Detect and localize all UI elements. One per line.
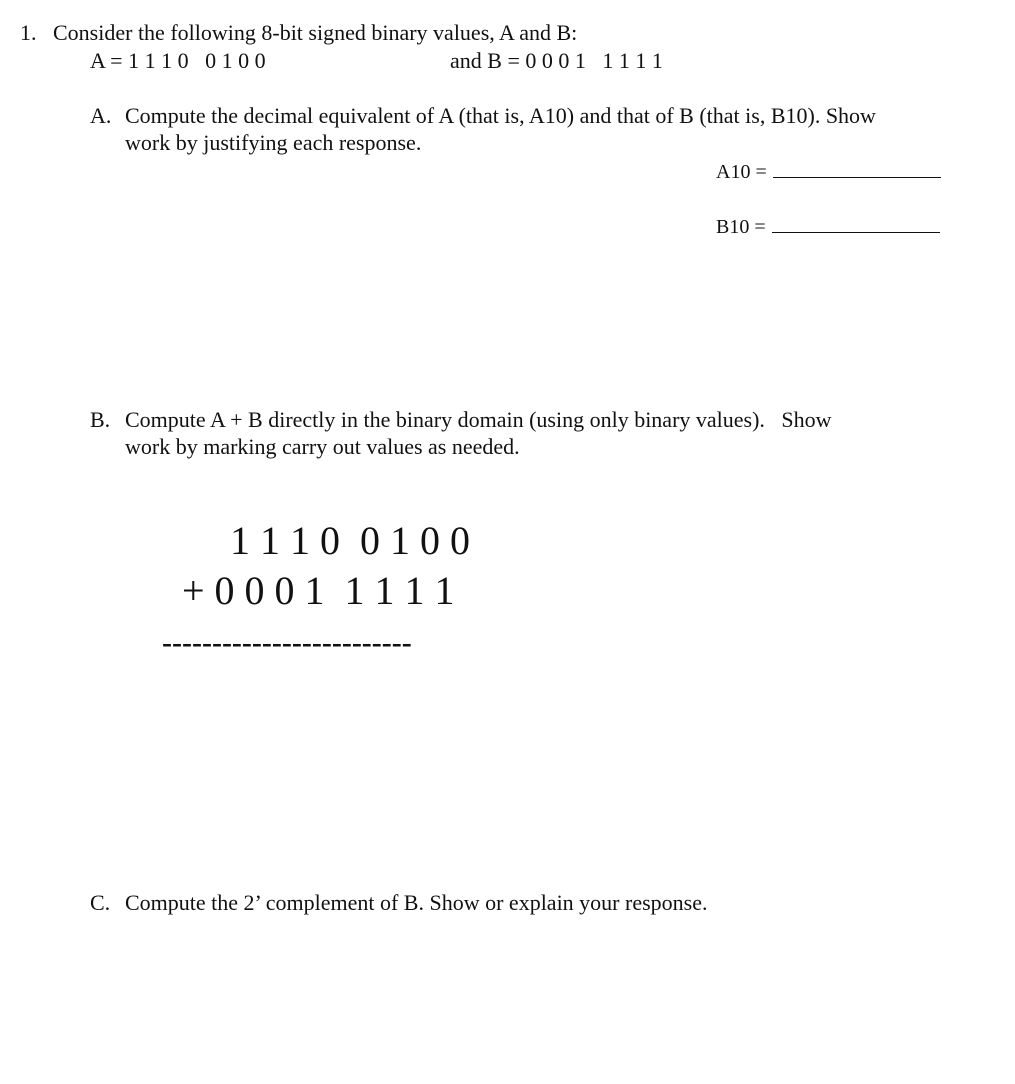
question-prompt: Consider the following 8-bit signed binary values, A and B:: [53, 20, 578, 45]
b10-label: B10 =: [716, 216, 766, 238]
question-number: 1.: [20, 20, 37, 45]
part-a-line1: Compute the decimal equivalent of A (that is, A10) and that of B (that is, B10). Show: [125, 103, 876, 128]
addend-top: 1 1 1 0 0 1 0 0: [230, 518, 470, 563]
b10-answer-row: [716, 215, 940, 239]
part-b-line1: Compute A + B directly in the binary domain (using only binary values). Show: [125, 407, 832, 432]
a10-answer-blank[interactable]: [773, 176, 941, 178]
part-b-line2: work by marking carry out values as needed.: [125, 434, 520, 459]
a10-label: A10 =: [716, 161, 767, 183]
value-b: and B = 0 0 0 1 1 1 1 1: [450, 48, 663, 73]
sum-rule: -------------------------: [162, 626, 412, 659]
part-a-letter: A.: [90, 103, 112, 128]
part-a-line2: work by justifying each response.: [125, 130, 422, 155]
part-c-text: Compute the 2’ complement of B. Show or explain your response.: [125, 890, 708, 915]
part-b-letter: B.: [90, 407, 111, 432]
addend-bottom: + 0 0 0 1 1 1 1 1: [182, 568, 455, 613]
b10-answer-blank[interactable]: [772, 231, 940, 233]
a10-answer-row: [716, 160, 941, 184]
value-a: A = 1 1 1 0 0 1 0 0: [90, 48, 266, 73]
part-c-letter: C.: [90, 890, 111, 915]
